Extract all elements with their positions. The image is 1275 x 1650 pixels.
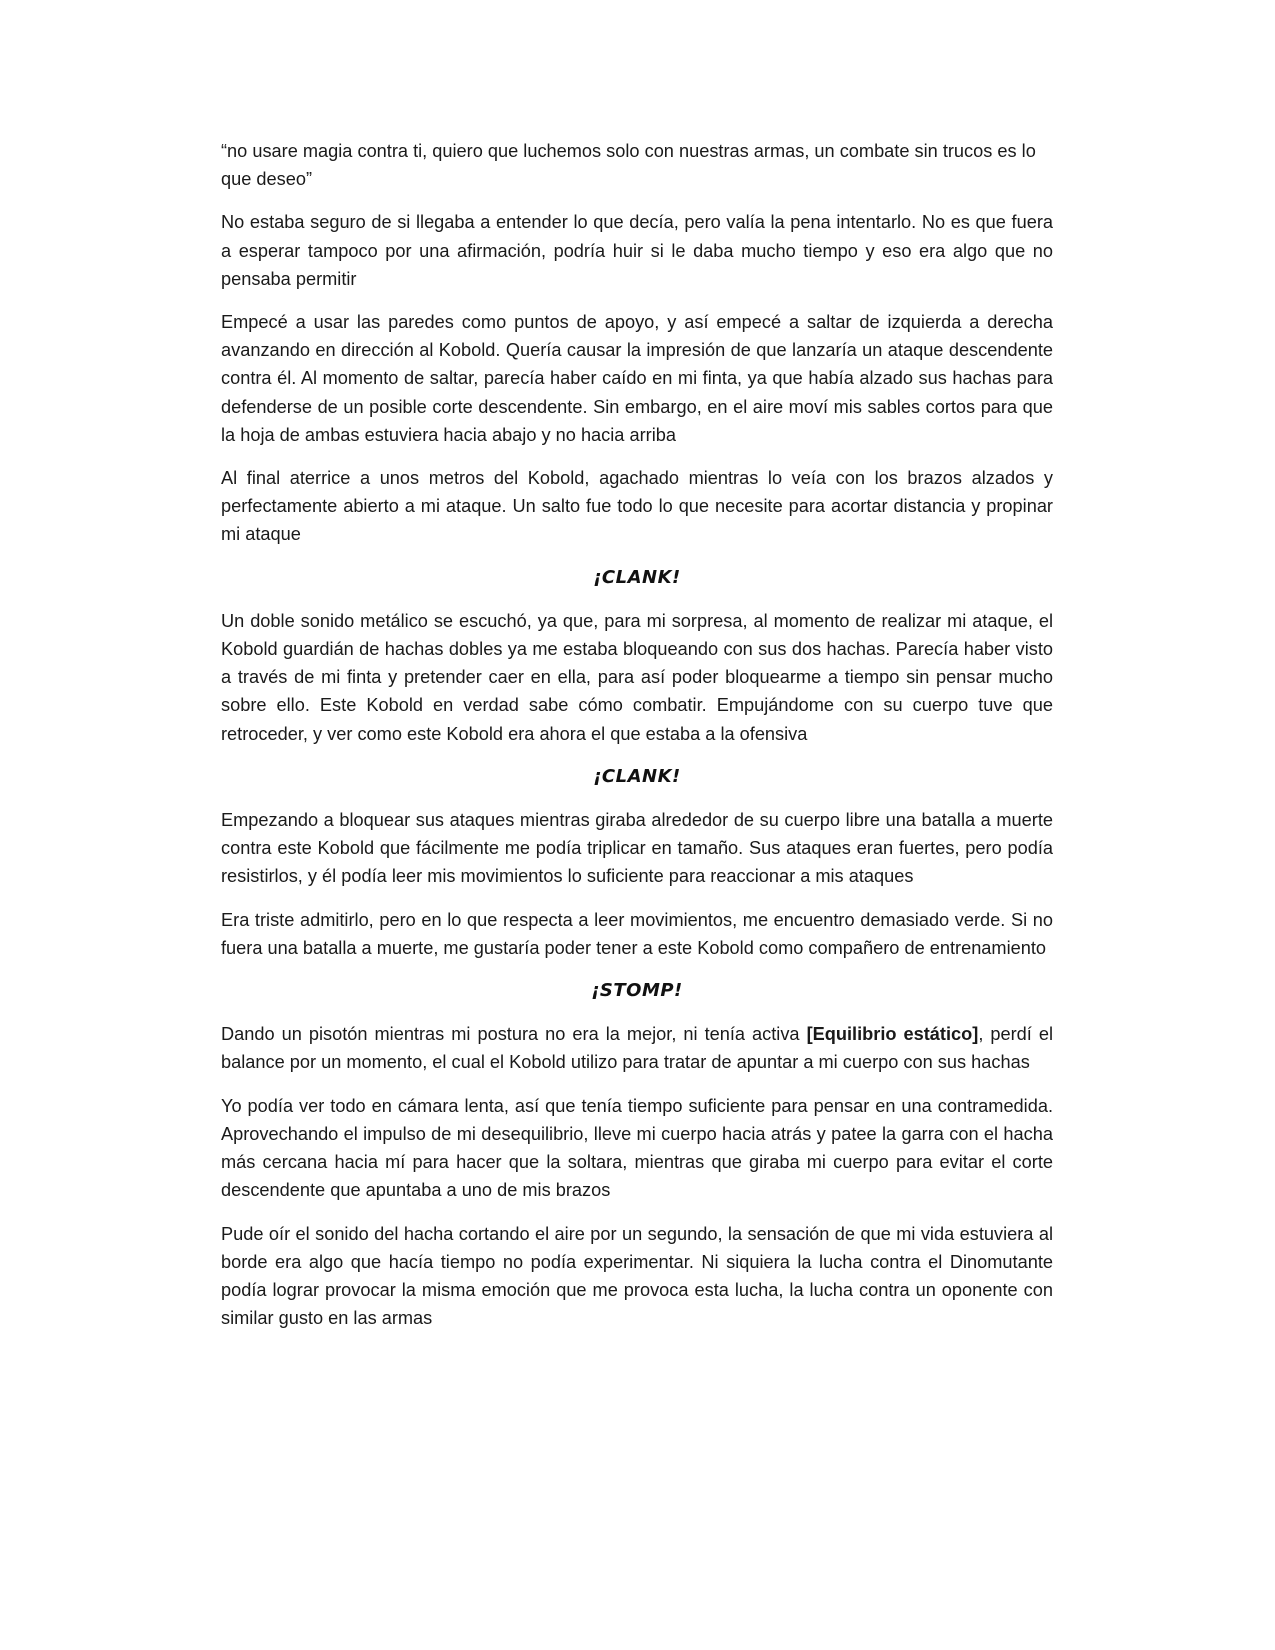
paragraph-9: Yo podía ver todo en cámara lenta, así que tenía tiempo suficiente para pensar en una contramedida. Aprovechando el impulso de mi desequilibrio, lleve mi cuerpo hacia atrás y patee la garra con el hacha más cercana hacia mí para hacer que la soltara, mientras que giraba mi cuerpo para evitar el corte descendente que apuntaba a uno de mis brazos	[221, 1095, 1053, 1201]
skill-name-equilibrio-estatico: [Equilibrio estático]	[806, 1024, 979, 1045]
paragraph-4: Al final aterrice a unos metros del Kobold, agachado mientras lo veía con los brazos alzados y perfectamente abierto a mi ataque. Un salto fue todo lo que necesite para acortar distancia y propinar mi ataque	[221, 468, 1053, 545]
paragraph-7: Era triste admitirlo, pero en lo que respecta a leer movimientos, me encuentro demasiado verde. Si no fuera una batalla a muerte, me gustaría poder tener a este Kobold como compañero de entrenamiento	[221, 909, 1053, 958]
paragraph-8-text-end: , perdí el balance por un momento, el cual el Kobold utilizo para tratar de apuntar a mi cuerpo con sus hachas	[221, 1024, 1054, 1073]
paragraph-3: Empecé a usar las paredes como puntos de apoyo, y así empecé a saltar de izquierda a derecha avanzando en dirección al Kobold. Quería causar la impresión de que lanzaría un ataque descendente contra él. Al momento de saltar, parecía haber caído en mi finta, ya que había alzado sus hachas para defenderse de un posible corte descendente. Sin embargo, en el aire moví mis sables cortos para que la hoja de ambas estuviera hacia abajo y no hacia arriba	[221, 312, 1053, 445]
sound-effect-stomp: ¡STOMP!	[591, 980, 683, 1002]
paragraph-5: Un doble sonido metálico se escuchó, ya que, para mi sorpresa, al momento de realizar mi ataque, el Kobold guardián de hachas dobles ya me estaba bloqueando con sus dos hachas. Parecía haber visto a través de mi finta y pretender caer en ella, para así poder bloquearme a tiempo sin pensar mucho sobre ello. Este Kobold en verdad sabe cómo combatir. Empujándome con su cuerpo tuve que retroceder, y ver como este Kobold era ahora el que estaba a la ofensiva	[221, 610, 1053, 744]
sound-effect-clank-1: ¡CLANK!	[593, 566, 681, 588]
paragraph-8-text-start: Dando un pisotón mientras mi postura no era la mejor, ni tenía activa	[221, 1024, 807, 1045]
paragraph-6: Empezando a bloquear sus ataques mientras giraba alrededor de su cuerpo libre una batalla a muerte contra este Kobold que fácilmente me podía triplicar en tamaño. Sus ataques eran fuertes, pero podía resistirlos, y él podía leer mis movimientos lo suficiente para reaccionar a mis ataques	[221, 810, 1053, 887]
paragraph-8	[221, 1020, 1053, 1076]
paragraph-1: “no usare magia contra ti, quiero que luchemos solo con nuestras armas, un combate sin trucos es lo que deseo”	[221, 141, 1036, 190]
paragraph-2: No estaba seguro de si llegaba a entender lo que decía, pero valía la pena intentarlo. No es que fuera a esperar tampoco por una afirmación, podría huir si le daba mucho tiempo y eso era algo que no pensaba permitir	[221, 212, 1053, 289]
document-page	[221, 137, 1053, 1347]
paragraph-10: Pude oír el sonido del hacha cortando el aire por un segundo, la sensación de que mi vida estuviera al borde era algo que hacía tiempo no podía experimentar. Ni siquiera la lucha contra el Dinomutante podía lograr provocar la misma emoción que me provoca esta lucha, la lucha contra un oponente con similar gusto en las armas	[221, 1223, 1053, 1329]
sound-effect-clank-2: ¡CLANK!	[593, 765, 681, 787]
